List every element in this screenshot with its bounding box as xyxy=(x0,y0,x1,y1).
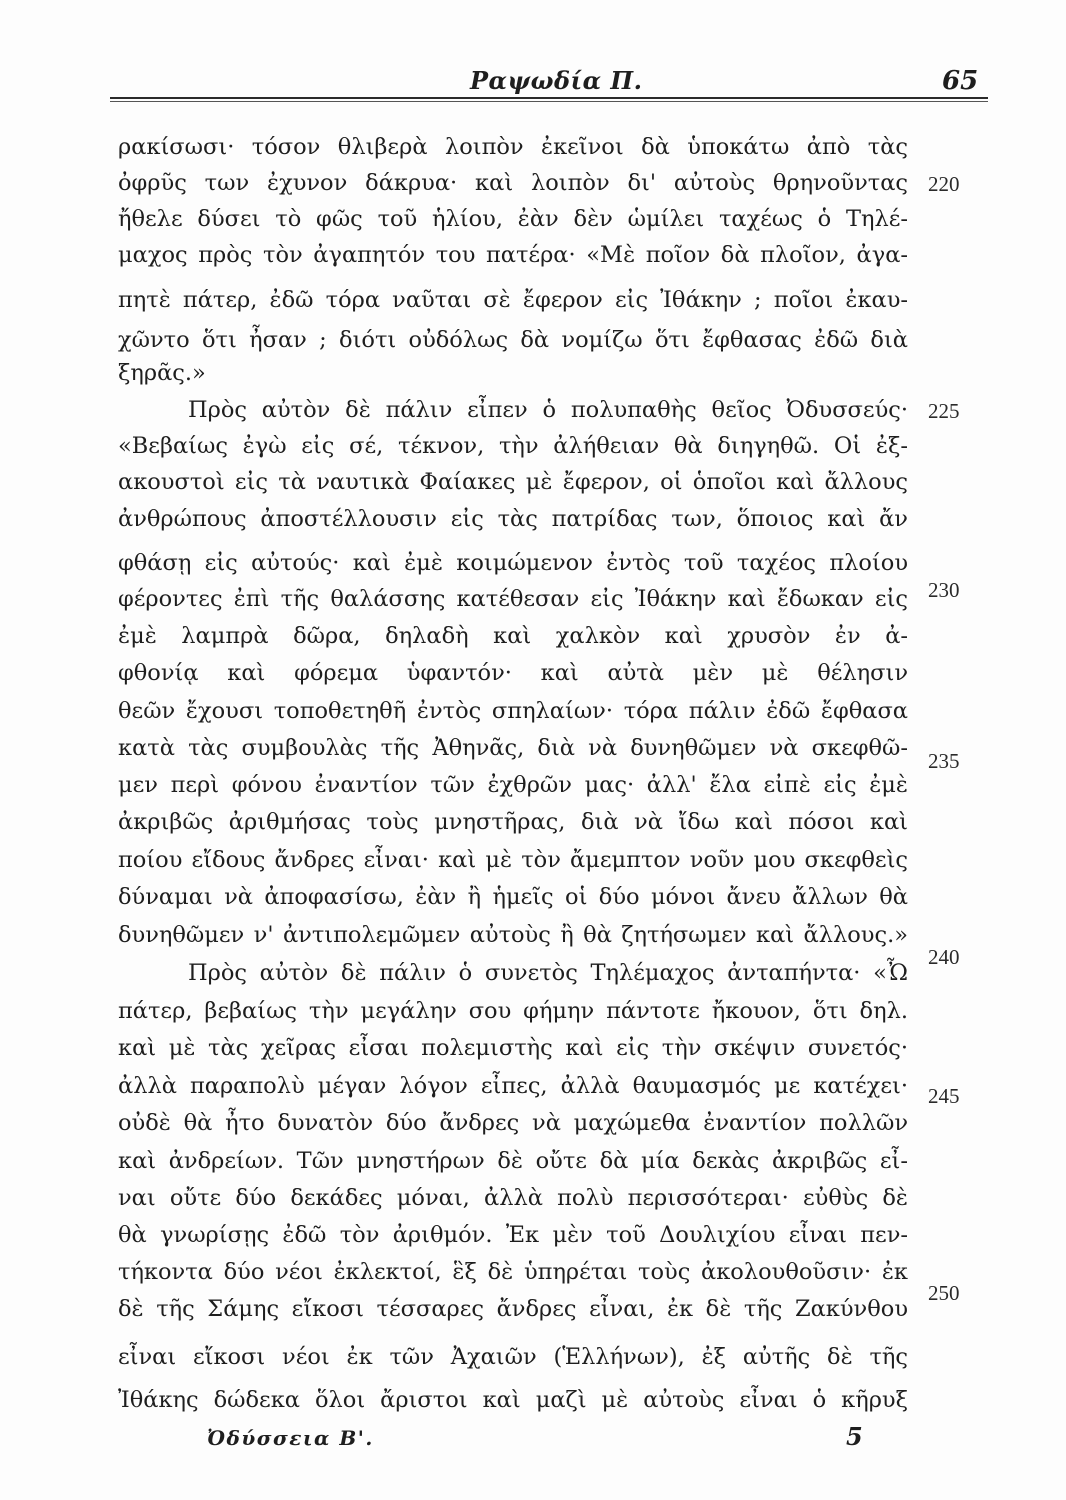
line-number: 245 xyxy=(928,1084,960,1108)
text-line: δυνηθῶμεν ν' ἀντιπολεμῶμεν αὐτοὺς ἢ θὰ ζητήσωμεν καὶ ἄλλους.» xyxy=(118,922,908,948)
line-number: 250 xyxy=(928,1281,960,1305)
text-line: ὀφρῦς των ἐχυνον δάκρυα· καὶ λοιπὸν δι' αὐτοὺς θρηνοῦντας xyxy=(118,170,908,196)
line-number: 220 xyxy=(928,172,960,196)
text-line: θεῶν ἔχουσι τοποθετηθῆ ἐντὸς σπηλαίων· τόρα πάλιν ἐδῶ ἔφθασα xyxy=(118,698,908,724)
text-line: μεν περὶ φόνου ἐναντίον τῶν ἐχθρῶν μας· ἀλλ' ἔλα εἰπὲ εἰς ἐμὲ xyxy=(118,772,908,798)
page-number: 65 xyxy=(942,66,979,96)
signature-number: 5 xyxy=(846,1422,863,1451)
text-line: χῶντο ὅτι ἦσαν ; διότι οὐδόλως δὰ νομίζω ὅτι ἔφθασας ἐδῶ διὰ xyxy=(118,327,908,353)
text-line: εἶναι εἴκοσι νέοι ἐκ τῶν Ἀχαιῶν (Ἑλλήνων), ἐξ αὐτῆς δὲ τῆς xyxy=(118,1344,908,1370)
text-line: ἀνθρώπους ἀποστέλλουσιν εἰς τὰς πατρίδας των, ὅποιος καὶ ἄν xyxy=(118,506,908,532)
text-line: ἀκριβῶς ἀριθμήσας τοὺς μνηστῆρας, διὰ νὰ ἴδω καὶ πόσοι καὶ xyxy=(118,809,908,835)
text-line: μαχος πρὸς τὸν ἀγαπητόν του πατέρα· «Μὲ ποῖον δὰ πλοῖον, ἀγα- xyxy=(118,242,908,268)
text-line: ναι οὔτε δύο δεκάδες μόναι, ἀλλὰ πολὺ περισσότεραι· εὐθὺς δὲ xyxy=(118,1185,908,1211)
text-line: καὶ μὲ τὰς χεῖρας εἶσαι πολεμιστὴς καὶ εἰς τὴν σκέψιν συνετός· xyxy=(118,1035,908,1061)
text-line: δύναμαι νὰ ἀποφασίσω, ἐὰν ἢ ἡμεῖς οἱ δύο μόνοι ἄνευ ἄλλων θὰ xyxy=(118,884,908,910)
text-line: πητὲ πάτερ, ἐδῶ τόρα ναῦται σὲ ἔφερον εἰς Ἰθάκην ; ποῖοι ἐκαυ- xyxy=(118,287,908,313)
line-number: 240 xyxy=(928,945,960,969)
header-rule xyxy=(110,97,988,99)
text-line: καὶ ἀνδρείων. Τῶν μνηστήρων δὲ οὔτε δὰ μία δεκὰς ἀκριβῶς εἶ- xyxy=(118,1148,908,1174)
text-line: ποίου εἴδους ἄνδρες εἶναι· καὶ μὲ τὸν ἄμεμπτον νοῦν μου σκεφθεὶς xyxy=(118,847,908,873)
text-line: ἐμὲ λαμπρὰ δῶρα, δηλαδὴ καὶ χαλκὸν καὶ χρυσὸν ἐν ἀ- xyxy=(118,623,908,649)
signature-mark: Ὀδύσσεια Β'. xyxy=(207,1426,374,1450)
text-line: θὰ γνωρίσῃς ἐδῶ τὸν ἀριθμόν. Ἐκ μὲν τοῦ Δουλιχίου εἶναι πεν- xyxy=(118,1222,908,1248)
text-line: Πρὸς αὐτὸν δὲ πάλιν ὁ συνετὸς Τηλέμαχος ἀνταπήντα· «Ὦ xyxy=(188,960,908,986)
text-line: τήκοντα δύο νέοι ἐκλεκτοί, ἓξ δὲ ὑπηρέται τοὺς ἀκολουθοῦσιν· ἐκ xyxy=(118,1259,908,1285)
text-line: Ἰθάκης δώδεκα ὅλοι ἄριστοι καὶ μαζὶ μὲ αὐτοὺς εἶναι ὁ κῆρυξ xyxy=(118,1387,908,1413)
text-line: ρακίσωσι· τόσον θλιβερὰ λοιπὸν ἐκεῖνοι δὰ ὑποκάτω ἀπὸ τὰς xyxy=(118,134,908,160)
text-line: ακουστοὶ εἰς τὰ ναυτικὰ Φαίακες μὲ ἔφερον, οἱ ὁποῖοι καὶ ἄλλους xyxy=(118,469,908,495)
running-title: Ραψωδία Π. xyxy=(470,66,643,95)
line-number: 225 xyxy=(928,399,960,423)
line-number: 230 xyxy=(928,578,960,602)
line-number: 235 xyxy=(928,749,960,773)
text-line: φθάσῃ εἰς αὐτούς· καὶ ἐμὲ κοιμώμενον ἐντὸς τοῦ ταχέος πλοίου xyxy=(118,550,908,576)
text-line: ξηρᾶς.» xyxy=(118,360,206,386)
text-line: ἤθελε δύσει τὸ φῶς τοῦ ἡλίου, ἐὰν δὲν ὡμίλει ταχέως ὁ Τηλέ- xyxy=(118,206,908,232)
header-rule-thin xyxy=(110,101,988,102)
text-line: πάτερ, βεβαίως τὴν μεγάλην σου φήμην πάντοτε ἤκουον, ὅτι δηλ. xyxy=(118,998,908,1024)
text-line: φθονίᾳ καὶ φόρεμα ὑφαντόν· καὶ αὐτὰ μὲν μὲ θέλησιν xyxy=(118,660,908,686)
text-line: Πρὸς αὐτὸν δὲ πάλιν εἶπεν ὁ πολυπαθὴς θεῖος Ὀδυσσεύς· xyxy=(188,397,908,423)
text-line: φέροντες ἐπὶ τῆς θαλάσσης κατέθεσαν εἰς Ἰθάκην καὶ ἔδωκαν εἰς xyxy=(118,586,908,612)
text-line: κατὰ τὰς συμβουλὰς τῆς Ἀθηνᾶς, διὰ νὰ δυνηθῶμεν νὰ σκεφθῶ- xyxy=(118,735,908,761)
text-line: «Βεβαίως ἐγὼ εἰς σέ, τέκνον, τὴν ἀλήθειαν θὰ διηγηθῶ. Οἱ ἐξ- xyxy=(118,433,908,459)
text-line: δὲ τῆς Σάμης εἴκοσι τέσσαρες ἄνδρες εἶναι, ἐκ δὲ τῆς Ζακύνθου xyxy=(118,1296,908,1322)
text-line: ἀλλὰ παραπολὺ μέγαν λόγον εἶπες, ἀλλὰ θαυμασμός με κατέχει· xyxy=(118,1073,908,1099)
text-line: οὐδὲ θὰ ἦτο δυνατὸν δύο ἄνδρες νὰ μαχώμεθα ἐναντίον πολλῶν xyxy=(118,1110,908,1136)
